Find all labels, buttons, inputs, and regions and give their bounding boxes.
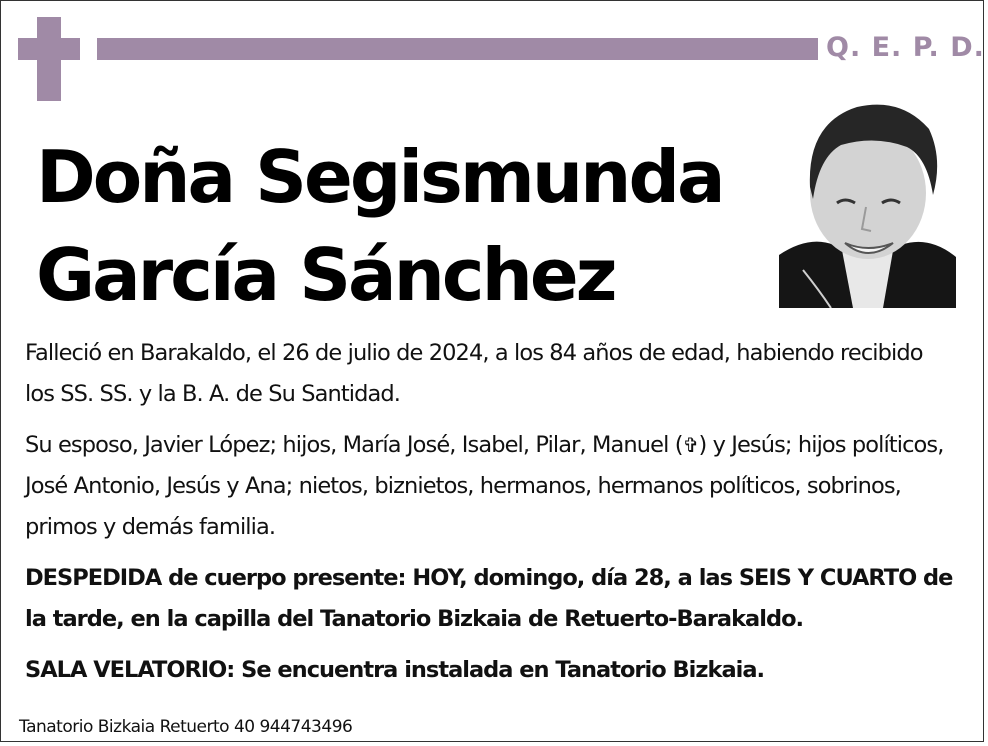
farewell-paragraph: DESPEDIDA de cuerpo presente: HOY, domingo, día 28, a las SEIS Y CUARTO de la tarde, en la capilla del Tanatorio Bizkaia de Retuerto-Barakaldo. xyxy=(25,565,953,632)
family-text-start: Su esposo, Javier López; hijos, María José, Isabel, Pilar, Manuel ( xyxy=(25,432,683,458)
funeral-home-footer: Tanatorio Bizkaia Retuerto 40 944743496 xyxy=(19,717,353,737)
header-rule xyxy=(97,38,818,60)
family-paragraph xyxy=(25,425,955,548)
deceased-name-line2: García Sánchez xyxy=(36,233,615,317)
qepd-label: Q. E. P. D. xyxy=(826,32,985,63)
portrait-photo xyxy=(779,95,956,308)
family-text-end: ) y Jesús; hijos políticos, José Antonio, Jesús y Ana; nietos, biznietos, hermanos, hermanos políticos, sobrinos, primos y demás familia. xyxy=(25,432,944,540)
cross-horizontal-bar xyxy=(18,38,80,60)
small-cross-icon: ✞ xyxy=(682,433,699,457)
obituary-body xyxy=(25,333,955,701)
deceased-name-line1: Doña Segismunda xyxy=(36,135,723,219)
death-notice-paragraph: Falleció en Barakaldo, el 26 de julio de 2024, a los 84 años de edad, habiendo recibido los SS. SS. y la B. A. de Su Santidad. xyxy=(25,340,923,407)
portrait-illustration xyxy=(779,95,956,308)
deceased-name xyxy=(36,128,723,324)
wake-room-paragraph: SALA VELATORIO: Se encuentra instalada en Tanatorio Bizkaia. xyxy=(25,657,765,683)
